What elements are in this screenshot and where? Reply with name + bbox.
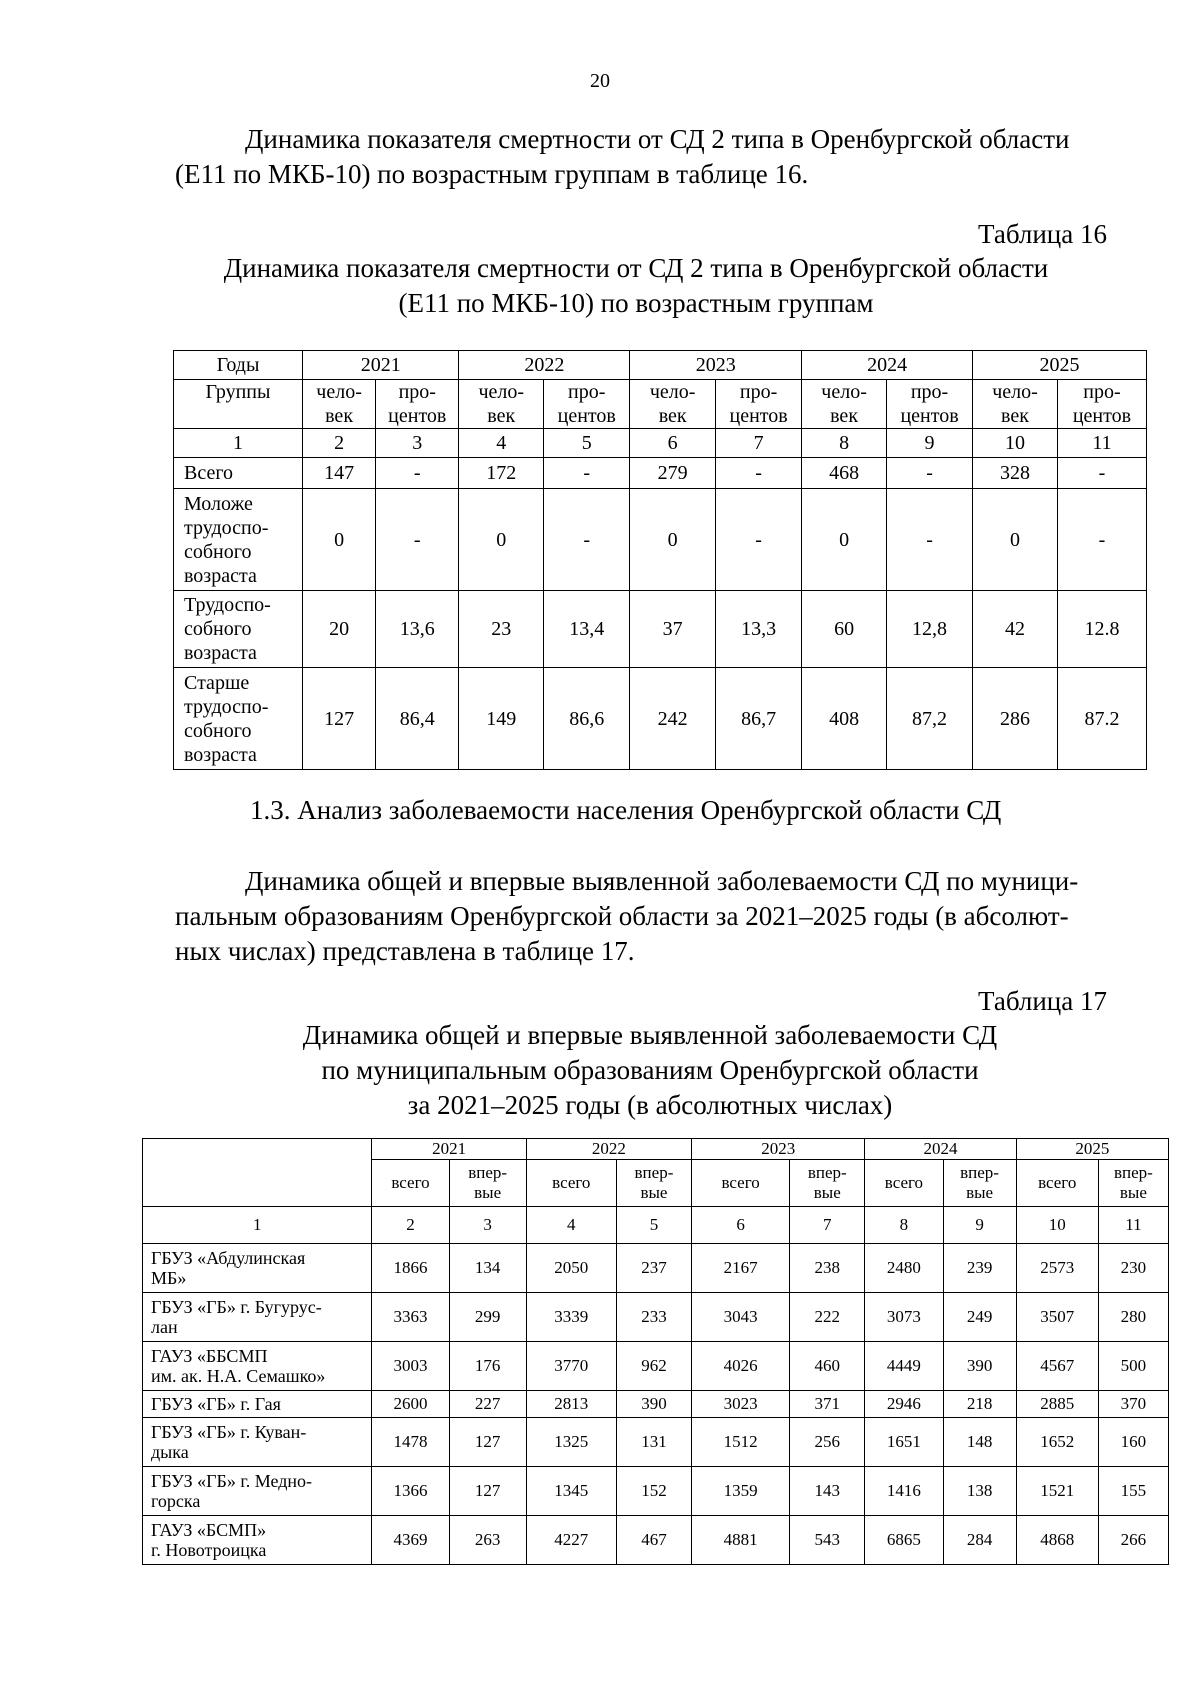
table16-cell: 13,6 bbox=[376, 591, 459, 668]
table17-cell: 284 bbox=[943, 1516, 1016, 1565]
table17-cell: 6865 bbox=[865, 1516, 943, 1565]
table17-cell: 134 bbox=[449, 1244, 526, 1293]
section-heading: 1.3. Анализ заболеваемости населения Оренбургской области СД bbox=[250, 795, 1002, 825]
table16-column-number: 10 bbox=[973, 429, 1058, 458]
table17-cell: 143 bbox=[790, 1467, 865, 1516]
table17-cell: 2885 bbox=[1016, 1391, 1098, 1418]
table16-cell: - bbox=[544, 458, 630, 489]
table17-cell: 230 bbox=[1098, 1244, 1168, 1293]
table17-cell: 3073 bbox=[865, 1293, 943, 1342]
table17-cell: 160 bbox=[1098, 1418, 1168, 1467]
table17-row bbox=[143, 1516, 1169, 1565]
table17-cell: 4369 bbox=[372, 1516, 449, 1565]
table16-column-number: 5 bbox=[544, 429, 630, 458]
table17-cell: 131 bbox=[616, 1418, 691, 1467]
table17-cell: 4227 bbox=[526, 1516, 616, 1565]
table16-cell: 286 bbox=[973, 668, 1058, 770]
table17-cell: 2946 bbox=[865, 1391, 943, 1418]
table17-cell: 2813 bbox=[526, 1391, 616, 1418]
table16-row bbox=[174, 489, 1147, 591]
table17-row bbox=[143, 1293, 1169, 1342]
table17-cell: 1345 bbox=[526, 1467, 616, 1516]
table16-cell: 13,4 bbox=[544, 591, 630, 668]
table17-subheader-total: всего bbox=[692, 1160, 790, 1207]
table17-row bbox=[143, 1244, 1169, 1293]
table16-year-header: 2021 bbox=[303, 351, 459, 380]
table17-column-number: 9 bbox=[943, 1207, 1016, 1244]
table17-cell: 500 bbox=[1098, 1342, 1168, 1391]
table16-row bbox=[174, 458, 1147, 489]
table16-subheader-people: чело- век bbox=[630, 380, 716, 429]
intro-line-1: Динамика показателя смертности от СД 2 типа в Оренбургской области bbox=[245, 124, 1070, 154]
table17-column-number: 6 bbox=[692, 1207, 790, 1244]
table17-cell: 4567 bbox=[1016, 1342, 1098, 1391]
table17-cell: 299 bbox=[449, 1293, 526, 1342]
table16-title-line-1: Динамика показателя смертности от СД 2 типа в Оренбургской области bbox=[223, 253, 1049, 283]
table16-column-number: 9 bbox=[886, 429, 972, 458]
table17-cell: 1366 bbox=[372, 1467, 449, 1516]
table16-column-number: 6 bbox=[630, 429, 716, 458]
paragraph-2-line-2: пальным образованиям Оренбургской области за 2021–2025 годы (в абсолют- bbox=[175, 901, 1069, 931]
intro-paragraph bbox=[175, 122, 1125, 192]
table17-column-number: 1 bbox=[143, 1207, 372, 1244]
table16-cell: 408 bbox=[802, 668, 887, 770]
table16-cell: 37 bbox=[630, 591, 716, 668]
table16-years-label: Годы bbox=[174, 351, 303, 380]
table17-cell: 390 bbox=[943, 1342, 1016, 1391]
table16-cell: 60 bbox=[802, 591, 887, 668]
table17-column-number: 5 bbox=[616, 1207, 691, 1244]
table16-column-number: 8 bbox=[802, 429, 887, 458]
table16-cell: 149 bbox=[459, 668, 544, 770]
table17-institution-name: ГАУЗ «БСМП» г. Новотроицка bbox=[143, 1516, 372, 1565]
table16-cell: - bbox=[886, 489, 972, 591]
table16-cell: - bbox=[886, 458, 972, 489]
table16-subheader-people: чело- век bbox=[802, 380, 887, 429]
table16-subheader-percent: про- центов bbox=[716, 380, 802, 429]
table17-cell: 4881 bbox=[692, 1516, 790, 1565]
page-number: 20 bbox=[590, 70, 610, 92]
table17-cell: 152 bbox=[616, 1467, 691, 1516]
table17-cell: 266 bbox=[1098, 1516, 1168, 1565]
table17-column-number: 4 bbox=[526, 1207, 616, 1244]
table17-row bbox=[143, 1391, 1169, 1418]
table17-cell: 4449 bbox=[865, 1342, 943, 1391]
table16-cell: 12.8 bbox=[1057, 591, 1146, 668]
table16-cell: 147 bbox=[303, 458, 376, 489]
table16-cell: 23 bbox=[459, 591, 544, 668]
table17-cell: 233 bbox=[616, 1293, 691, 1342]
table16-column-number: 1 bbox=[174, 429, 303, 458]
table17-cell: 371 bbox=[790, 1391, 865, 1418]
table16-cell: 0 bbox=[459, 489, 544, 591]
table17-subheader-new: впер- вые bbox=[1098, 1160, 1168, 1207]
table17-cell: 238 bbox=[790, 1244, 865, 1293]
table17-year-header: 2023 bbox=[692, 1139, 865, 1160]
table16-cell: 13,3 bbox=[716, 591, 802, 668]
table16-groups-label: Группы bbox=[174, 380, 303, 429]
table17-institution-name: ГБУЗ «Абдулинская МБ» bbox=[143, 1244, 372, 1293]
table16-column-numbers-row bbox=[174, 429, 1147, 458]
table16-cell: 0 bbox=[303, 489, 376, 591]
table16-cell: 0 bbox=[630, 489, 716, 591]
table17-cell: 1651 bbox=[865, 1418, 943, 1467]
table17-cell: 263 bbox=[449, 1516, 526, 1565]
table17-cell: 3507 bbox=[1016, 1293, 1098, 1342]
table17-cell: 3363 bbox=[372, 1293, 449, 1342]
table16-cell: 468 bbox=[802, 458, 887, 489]
table17-cell: 370 bbox=[1098, 1391, 1168, 1418]
table17-institution-name: ГБУЗ «ГБ» г. Гая bbox=[143, 1391, 372, 1418]
table16-cell: 172 bbox=[459, 458, 544, 489]
table17-column-number: 11 bbox=[1098, 1207, 1168, 1244]
table16-cell: - bbox=[544, 489, 630, 591]
table16-row bbox=[174, 668, 1147, 770]
table17-institution-name: ГБУЗ «ГБ» г. Куван- дыка bbox=[143, 1418, 372, 1467]
table17-cell: 2050 bbox=[526, 1244, 616, 1293]
table16-subheader-people: чело- век bbox=[303, 380, 376, 429]
table16-subheader-percent: про- центов bbox=[1057, 380, 1146, 429]
table17-cell: 2167 bbox=[692, 1244, 790, 1293]
table17-cell: 3043 bbox=[692, 1293, 790, 1342]
table16-row-label: Всего bbox=[174, 458, 303, 489]
table16-subheader-row bbox=[174, 380, 1147, 429]
table17-cell: 962 bbox=[616, 1342, 691, 1391]
table17-cell: 138 bbox=[943, 1467, 1016, 1516]
table16-year-header: 2024 bbox=[802, 351, 973, 380]
table17-cell: 148 bbox=[943, 1418, 1016, 1467]
paragraph-2 bbox=[175, 864, 1125, 969]
table17-cell: 543 bbox=[790, 1516, 865, 1565]
table17-cell: 4868 bbox=[1016, 1516, 1098, 1565]
table17-subheader-new: впер- вые bbox=[449, 1160, 526, 1207]
table17-cell: 127 bbox=[449, 1418, 526, 1467]
table17-cell: 4026 bbox=[692, 1342, 790, 1391]
table17-column-number: 3 bbox=[449, 1207, 526, 1244]
table16-cell: - bbox=[716, 458, 802, 489]
paragraph-2-line-3: ных числах) представлена в таблице 17. bbox=[175, 936, 635, 966]
table17-subheader-new: впер- вые bbox=[790, 1160, 865, 1207]
table16-row-label: Старше трудоспо- собного возраста bbox=[174, 668, 303, 770]
table16-cell: 86,4 bbox=[376, 668, 459, 770]
table-16 bbox=[173, 350, 1147, 770]
table17-cell: 256 bbox=[790, 1418, 865, 1467]
table17-years-row bbox=[143, 1139, 1169, 1160]
table17-column-numbers-row bbox=[143, 1207, 1169, 1244]
table17-cell: 1478 bbox=[372, 1418, 449, 1467]
table16-row bbox=[174, 591, 1147, 668]
table17-cell: 1652 bbox=[1016, 1418, 1098, 1467]
table17-year-header: 2025 bbox=[1016, 1139, 1168, 1160]
table16-year-header: 2023 bbox=[630, 351, 802, 380]
table16-title-line-2: (Е11 по МКБ-10) по возрастным группам bbox=[398, 288, 874, 318]
table17-cell: 218 bbox=[943, 1391, 1016, 1418]
table17-cell: 237 bbox=[616, 1244, 691, 1293]
table17-column-number: 8 bbox=[865, 1207, 943, 1244]
table16-cell: 0 bbox=[802, 489, 887, 591]
table-17 bbox=[142, 1138, 1169, 1565]
table16-cell: 328 bbox=[973, 458, 1058, 489]
table16-cell: - bbox=[376, 458, 459, 489]
table16-cell: 87.2 bbox=[1057, 668, 1146, 770]
table17-subheader-new: впер- вые bbox=[943, 1160, 1016, 1207]
table16-cell: 20 bbox=[303, 591, 376, 668]
table17-cell: 1866 bbox=[372, 1244, 449, 1293]
table17-cell: 1512 bbox=[692, 1418, 790, 1467]
table17-column-number: 10 bbox=[1016, 1207, 1098, 1244]
table16-cell: - bbox=[376, 489, 459, 591]
table17-cell: 1416 bbox=[865, 1467, 943, 1516]
table17-cell: 249 bbox=[943, 1293, 1016, 1342]
paragraph-2-line-1: Динамика общей и впервые выявленной заболеваемости СД по муници- bbox=[245, 866, 1079, 896]
table17-subheader-total: всего bbox=[1016, 1160, 1098, 1207]
table16-cell: 0 bbox=[973, 489, 1058, 591]
table17-cell: 1325 bbox=[526, 1418, 616, 1467]
intro-line-2: (Е11 по МКБ-10) по возрастным группам в таблице 16. bbox=[175, 159, 809, 189]
table17-row bbox=[143, 1467, 1169, 1516]
table16-cell: 279 bbox=[630, 458, 716, 489]
table17-year-header: 2022 bbox=[526, 1139, 691, 1160]
table17-cell: 3003 bbox=[372, 1342, 449, 1391]
table17-cell: 2600 bbox=[372, 1391, 449, 1418]
table16-label: Таблица 16 bbox=[978, 219, 1107, 249]
table17-cell: 3770 bbox=[526, 1342, 616, 1391]
table17-label: Таблица 17 bbox=[978, 986, 1107, 1016]
table16-column-number: 2 bbox=[303, 429, 376, 458]
table16-subheader-percent: про- центов bbox=[544, 380, 630, 429]
table17-cell: 390 bbox=[616, 1391, 691, 1418]
table16-cell: 86,7 bbox=[716, 668, 802, 770]
table17-institution-name: ГАУЗ «ББСМП им. ак. Н.А. Семашко» bbox=[143, 1342, 372, 1391]
table17-institution-name: ГБУЗ «ГБ» г. Бугурус- лан bbox=[143, 1293, 372, 1342]
table16-column-number: 4 bbox=[459, 429, 544, 458]
table17-row bbox=[143, 1342, 1169, 1391]
table16-row-label: Трудоспо- собного возраста bbox=[174, 591, 303, 668]
table16-years-row bbox=[174, 351, 1147, 380]
table17-title-line-2: по муниципальным образованиям Оренбургской области bbox=[321, 1055, 979, 1085]
table17-title-line-3: за 2021–2025 годы (в абсолютных числах) bbox=[407, 1090, 893, 1120]
table17-cell: 227 bbox=[449, 1391, 526, 1418]
table17-cell: 460 bbox=[790, 1342, 865, 1391]
table17-institution-name: ГБУЗ «ГБ» г. Медно- горска bbox=[143, 1467, 372, 1516]
table17-column-number: 2 bbox=[372, 1207, 449, 1244]
table17-cell: 3023 bbox=[692, 1391, 790, 1418]
table17-cell: 239 bbox=[943, 1244, 1016, 1293]
table17-cell: 222 bbox=[790, 1293, 865, 1342]
table17-column-number: 7 bbox=[790, 1207, 865, 1244]
table17-subheader-total: всего bbox=[865, 1160, 943, 1207]
table17-cell: 127 bbox=[449, 1467, 526, 1516]
table17-cell: 3339 bbox=[526, 1293, 616, 1342]
table16-column-number: 7 bbox=[716, 429, 802, 458]
table16-column-number: 3 bbox=[376, 429, 459, 458]
table16-year-header: 2022 bbox=[459, 351, 630, 380]
table16-row-label: Моложе трудоспо- собного возраста bbox=[174, 489, 303, 591]
table16-cell: 87,2 bbox=[886, 668, 972, 770]
table16-cell: 12,8 bbox=[886, 591, 972, 668]
table16-cell: - bbox=[716, 489, 802, 591]
table17-cell: 155 bbox=[1098, 1467, 1168, 1516]
table17-subheader-total: всего bbox=[372, 1160, 449, 1207]
table16-subheader-percent: про- центов bbox=[376, 380, 459, 429]
table16-cell: 242 bbox=[630, 668, 716, 770]
table17-cell: 1359 bbox=[692, 1467, 790, 1516]
table17-year-header: 2024 bbox=[865, 1139, 1016, 1160]
table16-cell: 42 bbox=[973, 591, 1058, 668]
table17-cell: 280 bbox=[1098, 1293, 1168, 1342]
table16-column-number: 11 bbox=[1057, 429, 1146, 458]
table16-cell: - bbox=[1057, 458, 1146, 489]
table17-row bbox=[143, 1418, 1169, 1467]
table17-cell: 467 bbox=[616, 1516, 691, 1565]
table16-subheader-percent: про- центов bbox=[886, 380, 972, 429]
table17-cell: 1521 bbox=[1016, 1467, 1098, 1516]
table16-cell: - bbox=[1057, 489, 1146, 591]
table16-subheader-people: чело- век bbox=[973, 380, 1058, 429]
table17-cell: 2480 bbox=[865, 1244, 943, 1293]
table16-cell: 127 bbox=[303, 668, 376, 770]
table17-title-line-1: Динамика общей и впервые выявленной заболеваемости СД bbox=[302, 1020, 998, 1050]
table17-subheader-new: впер- вые bbox=[616, 1160, 691, 1207]
table17-cell: 176 bbox=[449, 1342, 526, 1391]
table16-subheader-people: чело- век bbox=[459, 380, 544, 429]
table16-cell: 86,6 bbox=[544, 668, 630, 770]
table17-corner-cell bbox=[143, 1139, 372, 1207]
table16-year-header: 2025 bbox=[973, 351, 1147, 380]
table17-year-header: 2021 bbox=[372, 1139, 526, 1160]
table17-subheader-total: всего bbox=[526, 1160, 616, 1207]
table17-cell: 2573 bbox=[1016, 1244, 1098, 1293]
